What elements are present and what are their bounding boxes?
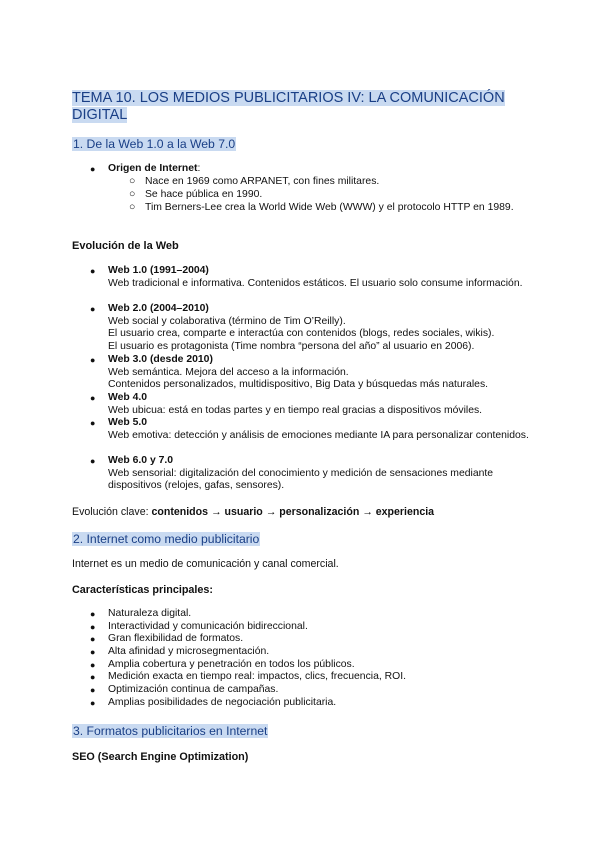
section-2-intro: Internet es un medio de comunicación y canal comercial. (72, 558, 339, 570)
origin-subitem: ○ Nace en 1969 como ARPANET, con fines militares. (129, 175, 380, 187)
section-2-heading: 2. Internet como medio publicitario (73, 532, 260, 546)
bullet-icon: ● (90, 660, 96, 670)
feature-item: ● Amplias posibilidades de negociación publicitaria. (90, 697, 337, 708)
feature-item: ● Naturaleza digital. (90, 608, 192, 619)
feature-item: ● Gran flexibilidad de formatos. (90, 633, 244, 644)
bullet-icon: ● (90, 698, 96, 708)
origin-subitem: ○ Tim Berners-Lee crea la World Wide Web (WWW) y el protocolo HTTP en 1989. (129, 201, 514, 213)
seo-heading: SEO (Search Engine Optimization) (72, 751, 249, 763)
section-1-heading: 1. De la Web 1.0 a la Web 7.0 (73, 137, 236, 151)
web-list-item: ● Web 1.0 (1991–2004) Web tradicional e informativa. Contenidos estáticos. El usuario solo consume información. (90, 265, 523, 289)
feature-item: ● Alta afinidad y microsegmentación. (90, 646, 270, 657)
bullet-icon: ● (90, 304, 96, 314)
web-list-item: ● Web 2.0 (2004–2010) Web social y colaborativa (término de Tim O’Reilly). El usuario crea, comparte e interactúa con contenidos (blogs, redes sociales, wikis). El usuario es protagonista (Time nombra “persona del año” al usuario en 2006). (90, 303, 495, 353)
feature-item: ● Medición exacta en tiempo real: impactos, clics, frecuencia, ROI. (90, 671, 406, 682)
bullet-icon: ● (90, 393, 96, 403)
feature-item: ● Interactividad y comunicación bidireccional. (90, 621, 308, 632)
origin-subitem: ○ Se hace pública en 1990. (129, 188, 263, 200)
web-list-item: ● Web 3.0 (desde 2010) Web semántica. Mejora del acceso a la información. Contenidos personalizados, multidispositivo, Big Data y búsquedas más naturales. (90, 354, 489, 391)
hollow-bullet-icon: ○ (129, 188, 136, 200)
bullet-icon: ● (90, 456, 96, 466)
bullet-icon: ● (90, 164, 96, 174)
evolution-heading: Evolución de la Web (72, 240, 179, 252)
bullet-icon: ● (90, 634, 96, 644)
web-list-item: ● Web 4.0 Web ubicua: está en todas partes y en tiempo real gracias a dispositivos móviles. (90, 392, 483, 416)
hollow-bullet-icon: ○ (129, 175, 136, 187)
origin-list-item: ● Origen de Internet: (90, 163, 201, 174)
web-list-item: ● Web 6.0 y 7.0 Web sensorial: digitalización del conocimiento y medición de sensaciones mediante dispositivos (relojes, gafas, sensores). (90, 455, 494, 492)
hollow-bullet-icon: ○ (129, 201, 136, 213)
features-heading: Características principales: (72, 584, 214, 596)
key-evolution: Evolución clave: contenidos → usuario → personalización → experiencia (72, 506, 435, 518)
section-3-heading: 3. Formatos publicitarios en Internet (73, 724, 268, 738)
bullet-icon: ● (90, 609, 96, 619)
bullet-icon: ● (90, 622, 96, 632)
document-title: TEMA 10. LOS MEDIOS PUBLICITARIOS IV: LA COMUNICACIÓN DIGITAL (72, 90, 505, 123)
bullet-icon: ● (90, 355, 96, 365)
bullet-icon: ● (90, 672, 96, 682)
feature-item: ● Optimización continua de campañas. (90, 684, 279, 695)
bullet-icon: ● (90, 418, 96, 428)
feature-item: ● Amplia cobertura y penetración en todos los públicos. (90, 659, 355, 670)
bullet-icon: ● (90, 647, 96, 657)
bullet-icon: ● (90, 685, 96, 695)
web-list-item: ● Web 5.0 Web emotiva: detección y análisis de emociones mediante IA para personalizar contenidos. (90, 417, 529, 441)
bullet-icon: ● (90, 266, 96, 276)
